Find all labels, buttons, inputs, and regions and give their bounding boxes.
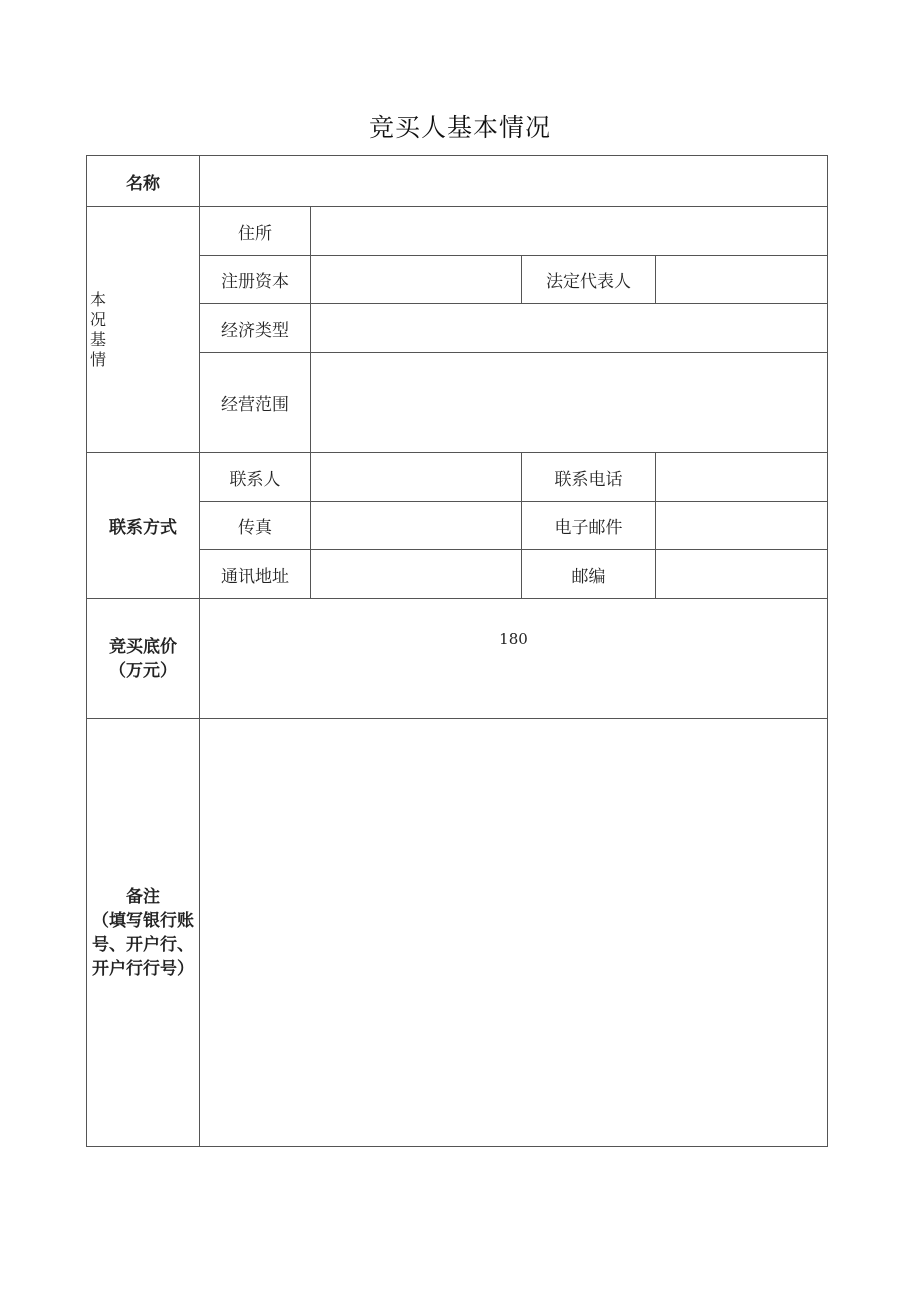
reserve-price-unit: （万元） (109, 660, 177, 681)
remarks-label: 备注 (126, 886, 160, 907)
legal-rep-label: 法定代表人 (522, 256, 656, 304)
reserve-price-label: 竞买底价 (109, 636, 177, 657)
basic-info-group-cell (87, 207, 200, 453)
economic-type-label: 经济类型 (200, 304, 311, 353)
economic-type-value-cell[interactable] (311, 304, 828, 353)
phone-value-cell[interactable] (656, 453, 828, 502)
fax-value-cell[interactable] (311, 502, 522, 550)
mail-address-value-cell[interactable] (311, 550, 522, 599)
bidder-info-table (86, 155, 828, 1147)
name-value-cell[interactable] (200, 156, 828, 207)
basic-info-group-label: 本况基情 (90, 289, 107, 369)
contact-person-value-cell[interactable] (311, 453, 522, 502)
address-value-cell[interactable] (311, 207, 828, 256)
mail-address-label: 通讯地址 (200, 550, 311, 599)
registered-capital-value-cell[interactable] (311, 256, 522, 304)
contact-group-label: 联系方式 (87, 453, 200, 599)
fax-label: 传真 (200, 502, 311, 550)
contact-person-label: 联系人 (200, 453, 311, 502)
address-label: 住所 (200, 207, 311, 256)
remarks-hint: （填写银行账号、开户行、开户行行号） (92, 910, 194, 979)
email-label: 电子邮件 (522, 502, 656, 550)
phone-label: 联系电话 (522, 453, 656, 502)
business-scope-value-cell[interactable] (311, 353, 828, 453)
remarks-label-cell (87, 719, 200, 1147)
registered-capital-label: 注册资本 (200, 256, 311, 304)
reserve-price-value: 180 (499, 629, 528, 648)
name-label: 名称 (87, 156, 200, 207)
page-title: 竞买人基本情况 (368, 113, 551, 142)
business-scope-label: 经营范围 (200, 353, 311, 453)
postcode-label: 邮编 (522, 550, 656, 599)
reserve-price-value-cell[interactable] (200, 599, 828, 719)
email-value-cell[interactable] (656, 502, 828, 550)
remarks-value-cell[interactable] (200, 719, 828, 1147)
postcode-value-cell[interactable] (656, 550, 828, 599)
legal-rep-value-cell[interactable] (656, 256, 828, 304)
reserve-price-label-cell (87, 599, 200, 719)
